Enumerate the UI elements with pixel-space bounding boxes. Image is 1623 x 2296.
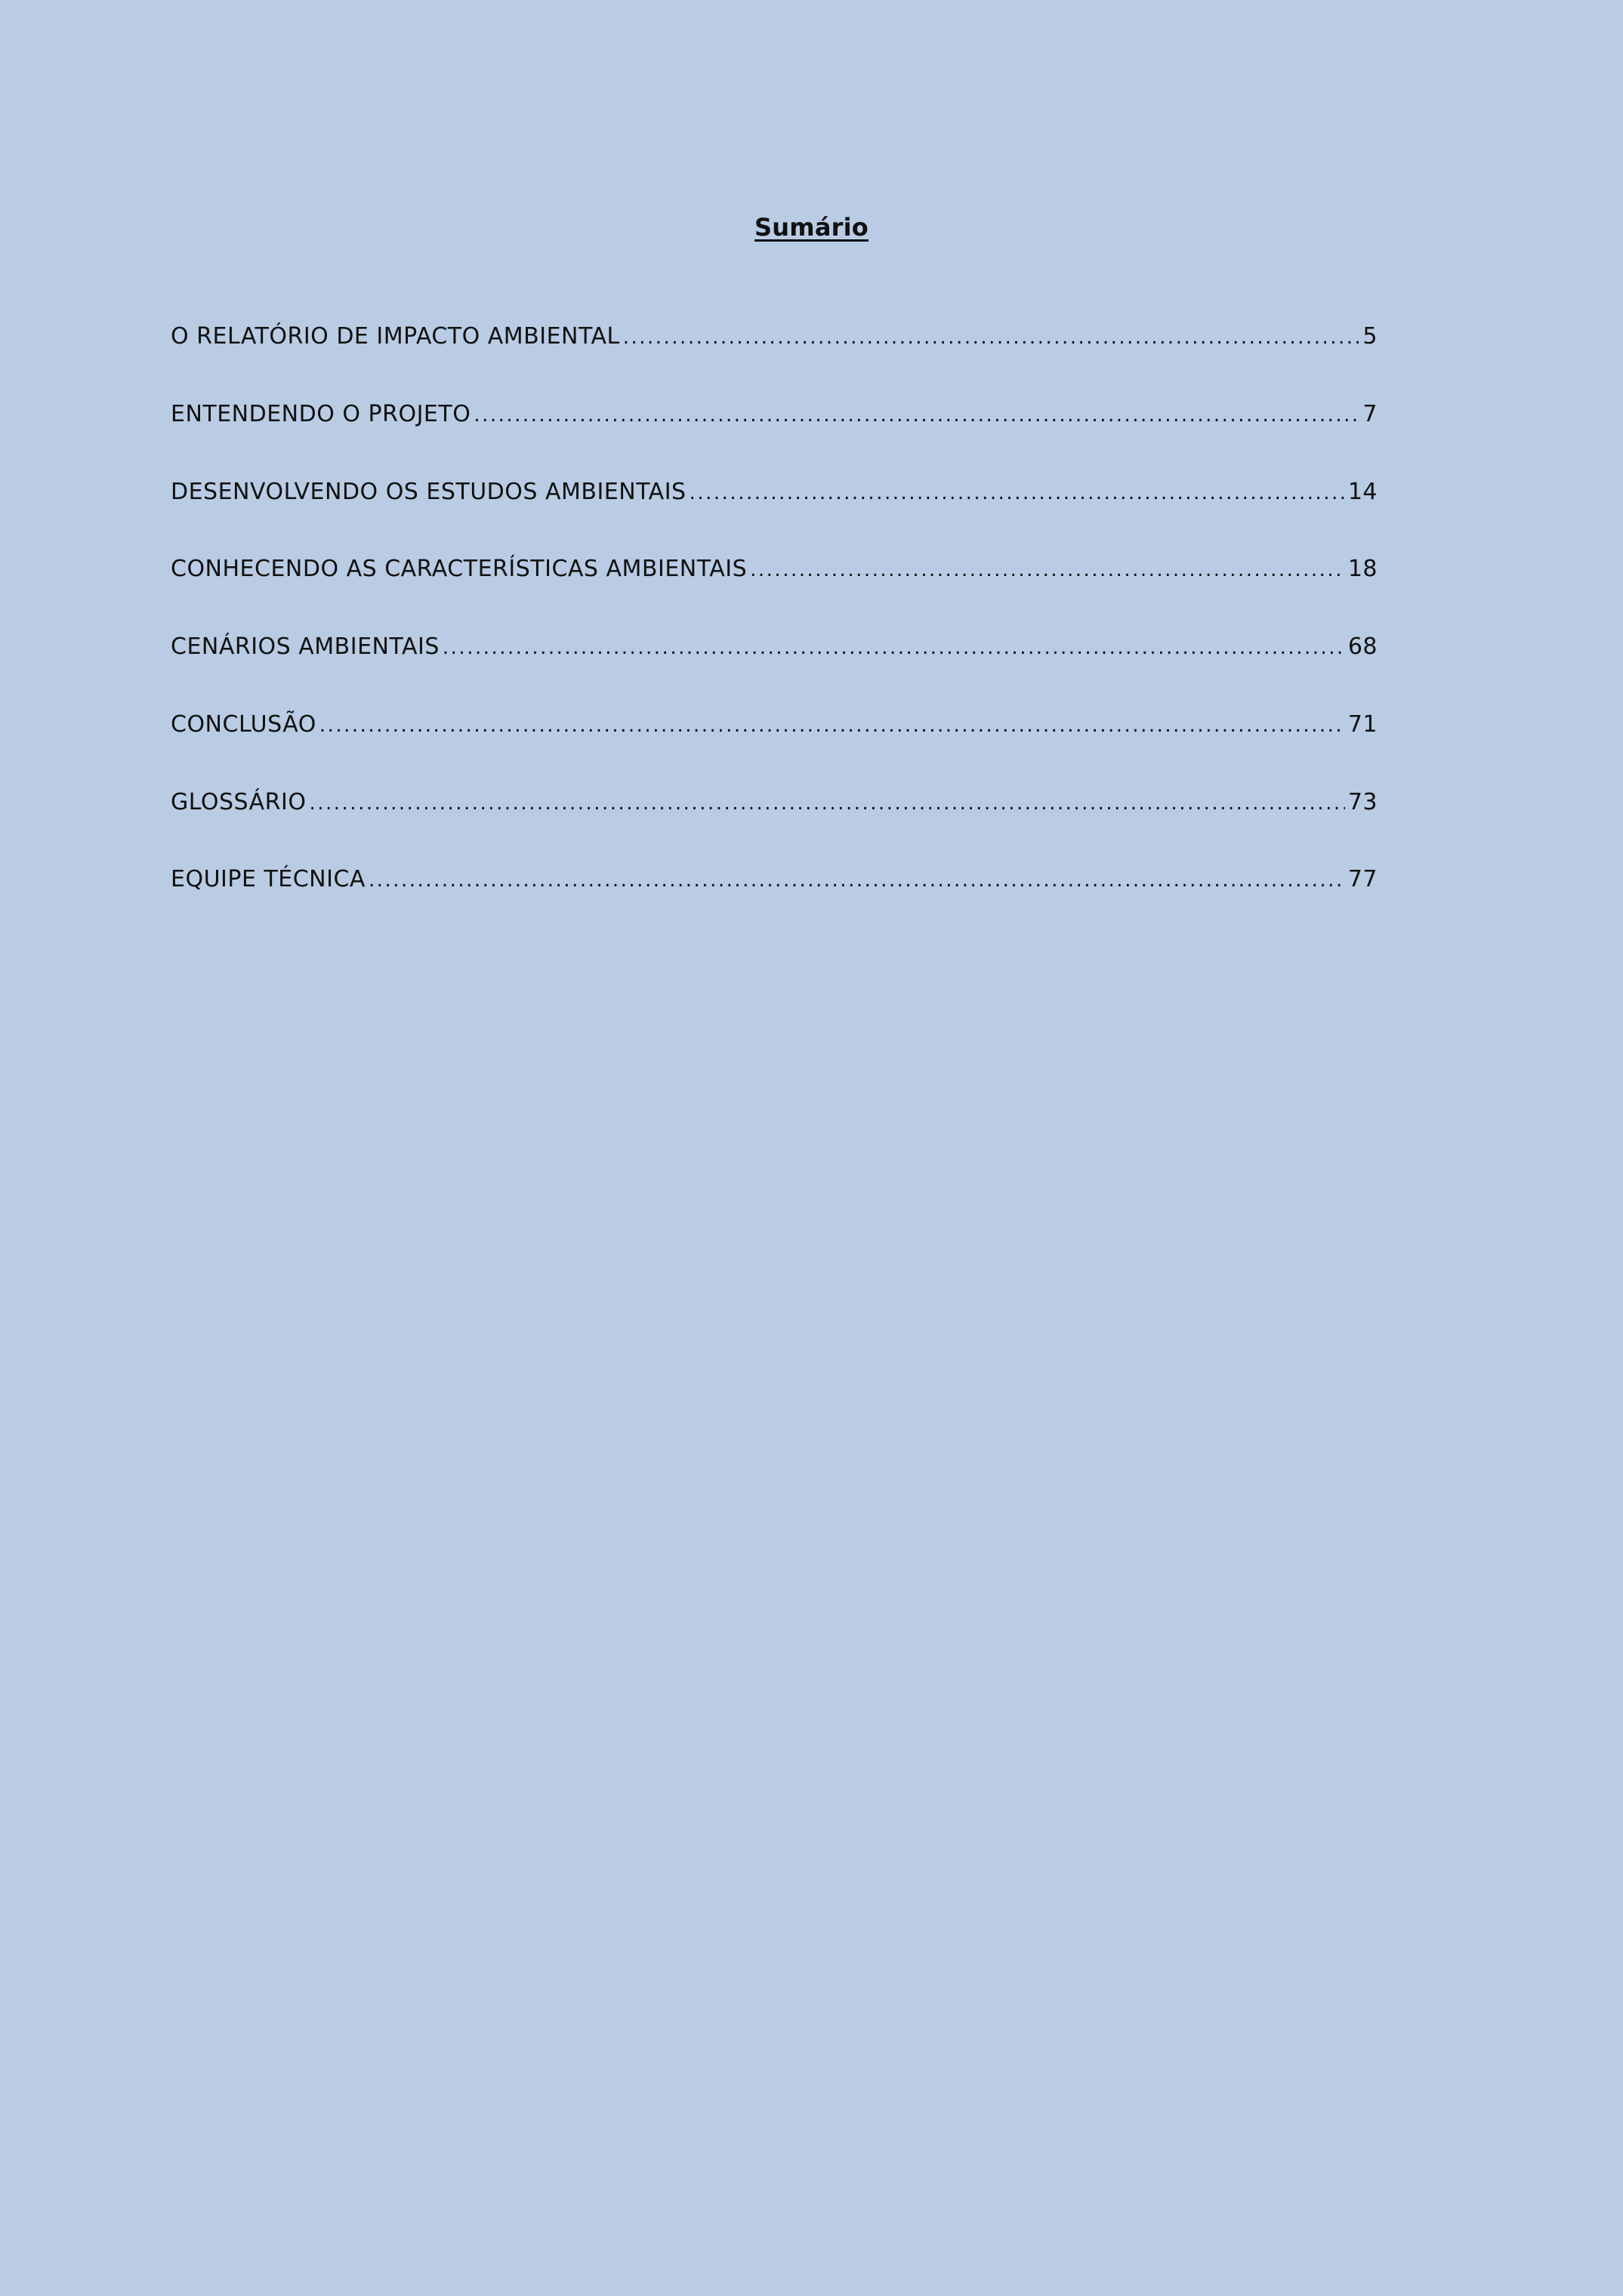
toc-entry-page-number: 77 <box>1347 866 1378 892</box>
toc-entry[interactable] <box>171 323 1378 356</box>
toc-entry[interactable] <box>171 866 1378 899</box>
toc-entry-page-number: 14 <box>1347 479 1378 505</box>
toc-dot-leader <box>309 792 1344 815</box>
toc-entry[interactable] <box>171 633 1378 667</box>
toc-entry-label: CENÁRIOS AMBIENTAIS <box>171 633 440 660</box>
toc-dot-leader <box>369 869 1345 892</box>
toc-entry-label: DESENVOLVENDO OS ESTUDOS AMBIENTAIS <box>171 479 687 505</box>
toc-dot-leader <box>750 559 1345 581</box>
toc-entry[interactable] <box>171 556 1378 589</box>
toc-entry-label: EQUIPE TÉCNICA <box>171 866 366 892</box>
toc-entry[interactable] <box>171 789 1378 822</box>
toc-dot-leader <box>690 482 1345 504</box>
toc-dot-leader <box>623 326 1360 349</box>
page-title: Sumário <box>754 213 869 242</box>
toc-entry-page-number: 71 <box>1347 711 1378 738</box>
toc-entry-page-number: 5 <box>1362 323 1378 350</box>
toc-entry[interactable] <box>171 401 1378 434</box>
toc-dot-leader <box>474 404 1359 427</box>
toc-entry[interactable] <box>171 479 1378 512</box>
toc-dot-leader <box>319 714 1345 737</box>
toc-entry-label: ENTENDENDO O PROJETO <box>171 401 471 427</box>
toc-entry-page-number: 18 <box>1347 556 1378 582</box>
toc-entry-page-number: 68 <box>1347 633 1378 660</box>
toc-entry-label: GLOSSÁRIO <box>171 789 307 815</box>
toc-entry-page-number: 7 <box>1362 401 1378 427</box>
toc-entry[interactable] <box>171 711 1378 744</box>
toc-dot-leader <box>443 636 1345 659</box>
toc-entry-label: CONCLUSÃO <box>171 711 316 738</box>
toc-entry-label: O RELATÓRIO DE IMPACTO AMBIENTAL <box>171 323 620 350</box>
toc-entry-label: CONHECENDO AS CARACTERÍSTICAS AMBIENTAIS <box>171 556 748 582</box>
toc-entry-page-number: 73 <box>1347 789 1378 815</box>
